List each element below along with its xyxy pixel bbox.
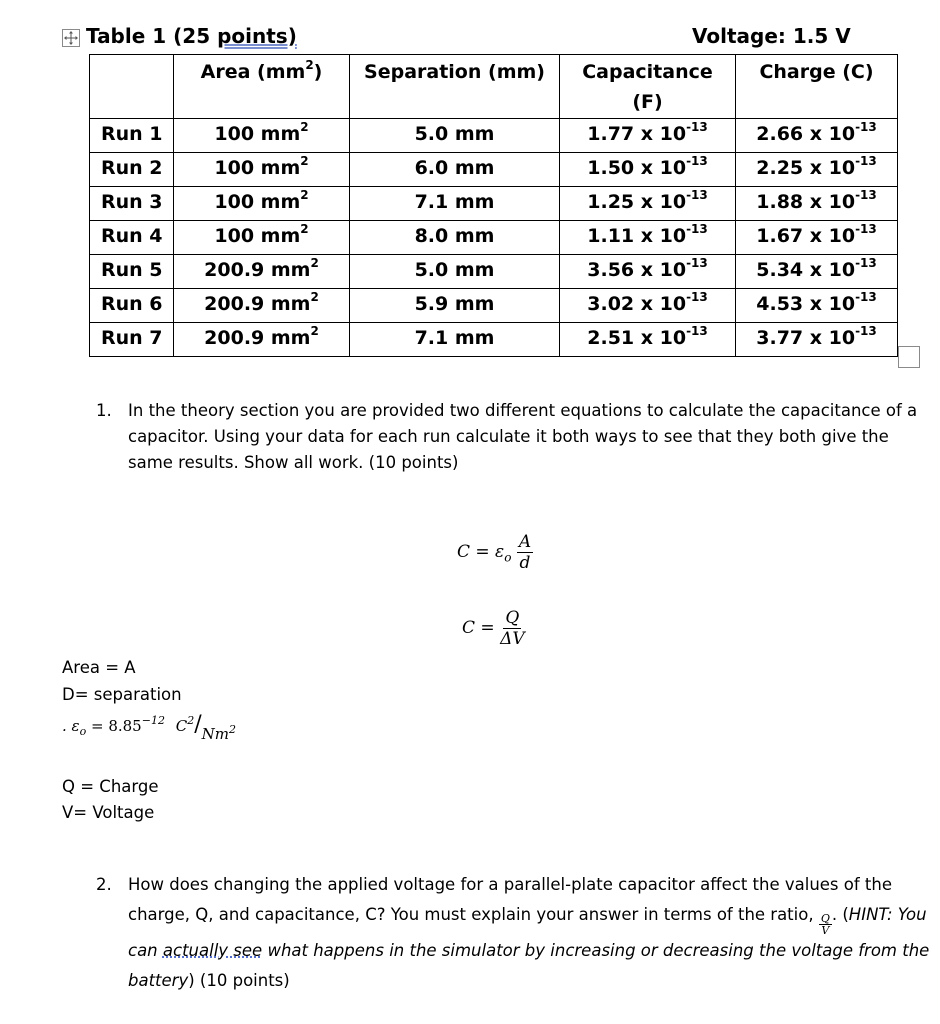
table-title [86, 24, 297, 48]
cell-run: Run 4 [90, 221, 174, 255]
cell-separation: 5.9 mm [350, 289, 560, 323]
question-1-number: 1. [96, 401, 112, 420]
cell-run: Run 6 [90, 289, 174, 323]
cell-area: 100 $mm^2$ [174, 153, 350, 187]
question-2-line: battery) (10 points) [128, 971, 290, 990]
variable-epsilon: . $\varepsilon_o = 8.85^{-12}$ $C^2/Nm^2$ [62, 712, 236, 743]
cell-area: 100 $mm^2$ [174, 119, 350, 153]
variable-voltage: V= Voltage [62, 803, 155, 822]
table-row [90, 119, 898, 153]
cell-run: Run 5 [90, 255, 174, 289]
table-row [90, 187, 898, 221]
cell-run: Run 3 [90, 187, 174, 221]
cell-area: 200.9 $mm^2$ [174, 289, 350, 323]
variable-charge: Q = Charge [62, 777, 159, 796]
question-2-line: How does changing the applied voltage for a parallel-plate capacitor affect the values of the [128, 875, 893, 894]
cell-run: Run 1 [90, 119, 174, 153]
table-row [90, 255, 898, 289]
cell-separation: 5.0 mm [350, 119, 560, 153]
cell-capacitance: 1.11 x $10^{-13}$ [560, 221, 736, 255]
cell-charge: 2.25 x $10^{-13}$ [736, 153, 898, 187]
cell-capacitance: 3.02 x $10^{-13}$ [560, 289, 736, 323]
cell-area: 100 $mm^2$ [174, 187, 350, 221]
cell-charge: 1.88 x $10^{-13}$ [736, 187, 898, 221]
cell-area: 200.9 $mm^2$ [174, 255, 350, 289]
cell-charge: 2.66 x $10^{-13}$ [736, 119, 898, 153]
table-row [90, 323, 898, 357]
question-1-line: In the theory section you are provided two different equations to calculate the capacitance of a [128, 401, 918, 420]
question-1-text [128, 398, 917, 476]
spellcheck-underline: actually see [162, 941, 263, 960]
cell-capacitance: 3.56 x $10^{-13}$ [560, 255, 736, 289]
table-row [90, 221, 898, 255]
table-title-text: Table 1 (25 [86, 24, 218, 48]
cell-capacitance: 1.77 x $10^{-13}$ [560, 119, 736, 153]
table-move-handle[interactable] [62, 29, 80, 47]
table-title-points: points) [217, 24, 297, 48]
question-2-line: can actually see what happens in the simulator by increasing or decreasing the voltage from the [128, 941, 930, 960]
cell-charge: 5.34 x $10^{-13}$ [736, 255, 898, 289]
table-row [90, 289, 898, 323]
cell-separation: 5.0 mm [350, 255, 560, 289]
question-2 [96, 870, 936, 990]
header-charge: Charge (C) [736, 55, 898, 119]
cell-separation: 6.0 mm [350, 153, 560, 187]
cell-charge: 1.67 x $10^{-13}$ [736, 221, 898, 255]
question-1-line: capacitor. Using your data for each run calculate it both ways to see that they both give the [128, 427, 889, 446]
equation-capacitance-geometry: $C = \varepsilon_o$ $\frac{A}{d}$ [457, 532, 532, 573]
cell-charge: 4.53 x $10^{-13}$ [736, 289, 898, 323]
variable-separation: D= separation [62, 685, 182, 704]
cell-area: 100 $mm^2$ [174, 221, 350, 255]
cell-capacitance: 1.50 x $10^{-13}$ [560, 153, 736, 187]
question-2-text [128, 870, 929, 996]
question-1-line: same results. Show all work. (10 points) [128, 453, 459, 472]
cell-separation: 7.1 mm [350, 323, 560, 357]
question-2-line: charge, Q, and capacitance, C? You must explain your answer in terms of the ratio, $\frac{Q}{V}$ . (HINT: You [128, 905, 927, 937]
move-arrows-icon [64, 31, 78, 45]
variable-area: Area = A [62, 658, 136, 677]
question-2-number: 2. [96, 875, 112, 894]
table-row [90, 153, 898, 187]
cell-run: Run 2 [90, 153, 174, 187]
cell-capacitance: 1.25 x $10^{-13}$ [560, 187, 736, 221]
cell-separation: 7.1 mm [350, 187, 560, 221]
header-separation: Separation (mm) [350, 55, 560, 119]
table-resize-handle[interactable] [898, 346, 920, 368]
table-header-row [90, 55, 898, 119]
cell-run: Run 7 [90, 323, 174, 357]
header-run [90, 55, 174, 119]
cell-capacitance: 2.51 x $10^{-13}$ [560, 323, 736, 357]
header-area: Area $(mm^2)$ [174, 55, 350, 119]
question-1 [96, 398, 926, 478]
voltage-label: Voltage: 1.5 V [692, 24, 851, 48]
data-table [89, 54, 898, 357]
header-capacitance: Capacitance (F) [560, 55, 736, 119]
cell-charge: 3.77 x $10^{-13}$ [736, 323, 898, 357]
equation-capacitance-charge: C = $\frac{Q}{\Delta V}$ [462, 608, 525, 649]
cell-area: 200.9 $mm^2$ [174, 323, 350, 357]
cell-separation: 8.0 mm [350, 221, 560, 255]
